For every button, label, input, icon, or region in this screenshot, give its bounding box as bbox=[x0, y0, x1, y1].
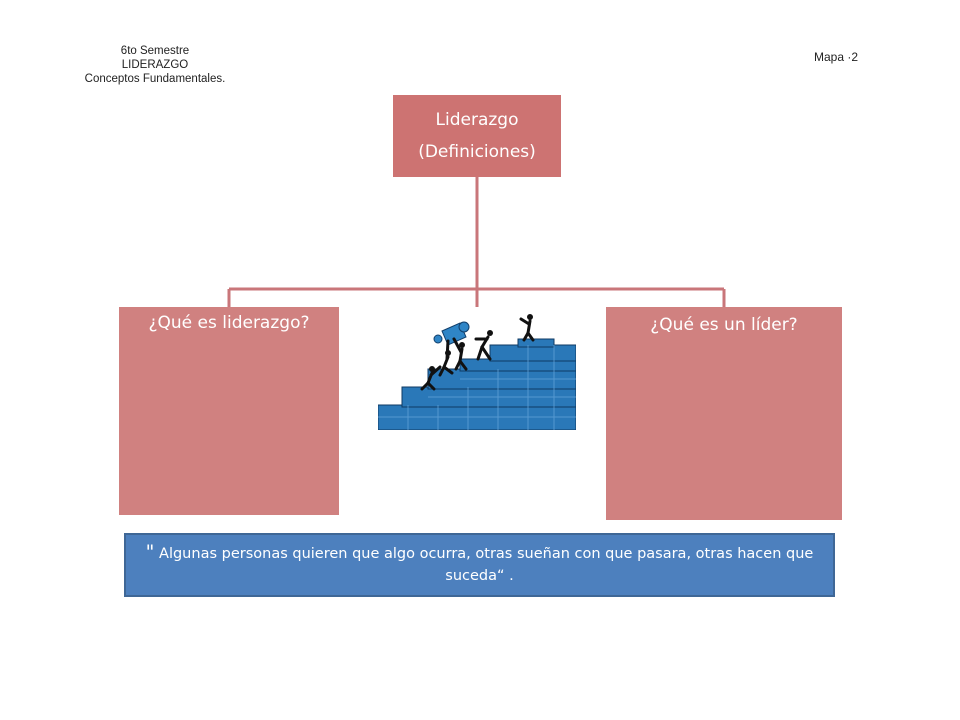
branch-right-label: ¿Qué es un líder? bbox=[650, 315, 798, 335]
root-node bbox=[393, 95, 561, 177]
quote-text: Algunas personas quieren que algo ocurra, otras sueñan con que pasara, otras hacen que suceda“ . bbox=[154, 546, 814, 584]
quote-open-mark: " bbox=[145, 541, 155, 563]
header-line-topic: Conceptos Fundamentales. bbox=[84, 73, 226, 85]
branch-left-label: ¿Qué es liderazgo? bbox=[148, 313, 310, 333]
branch-what-is-leadership bbox=[119, 307, 339, 515]
branch-what-is-a-leader bbox=[606, 307, 842, 520]
header-line-subject: LIDERAZGO bbox=[121, 59, 189, 71]
teamwork-puzzle-image bbox=[378, 309, 576, 430]
header-line-semester: 6to Semestre bbox=[120, 45, 190, 57]
root-subtitle: (Definiciones) bbox=[418, 142, 536, 162]
page-label: Mapa ·2 bbox=[814, 50, 859, 64]
root-title: Liderazgo bbox=[435, 110, 519, 130]
leadership-quote bbox=[124, 533, 835, 597]
